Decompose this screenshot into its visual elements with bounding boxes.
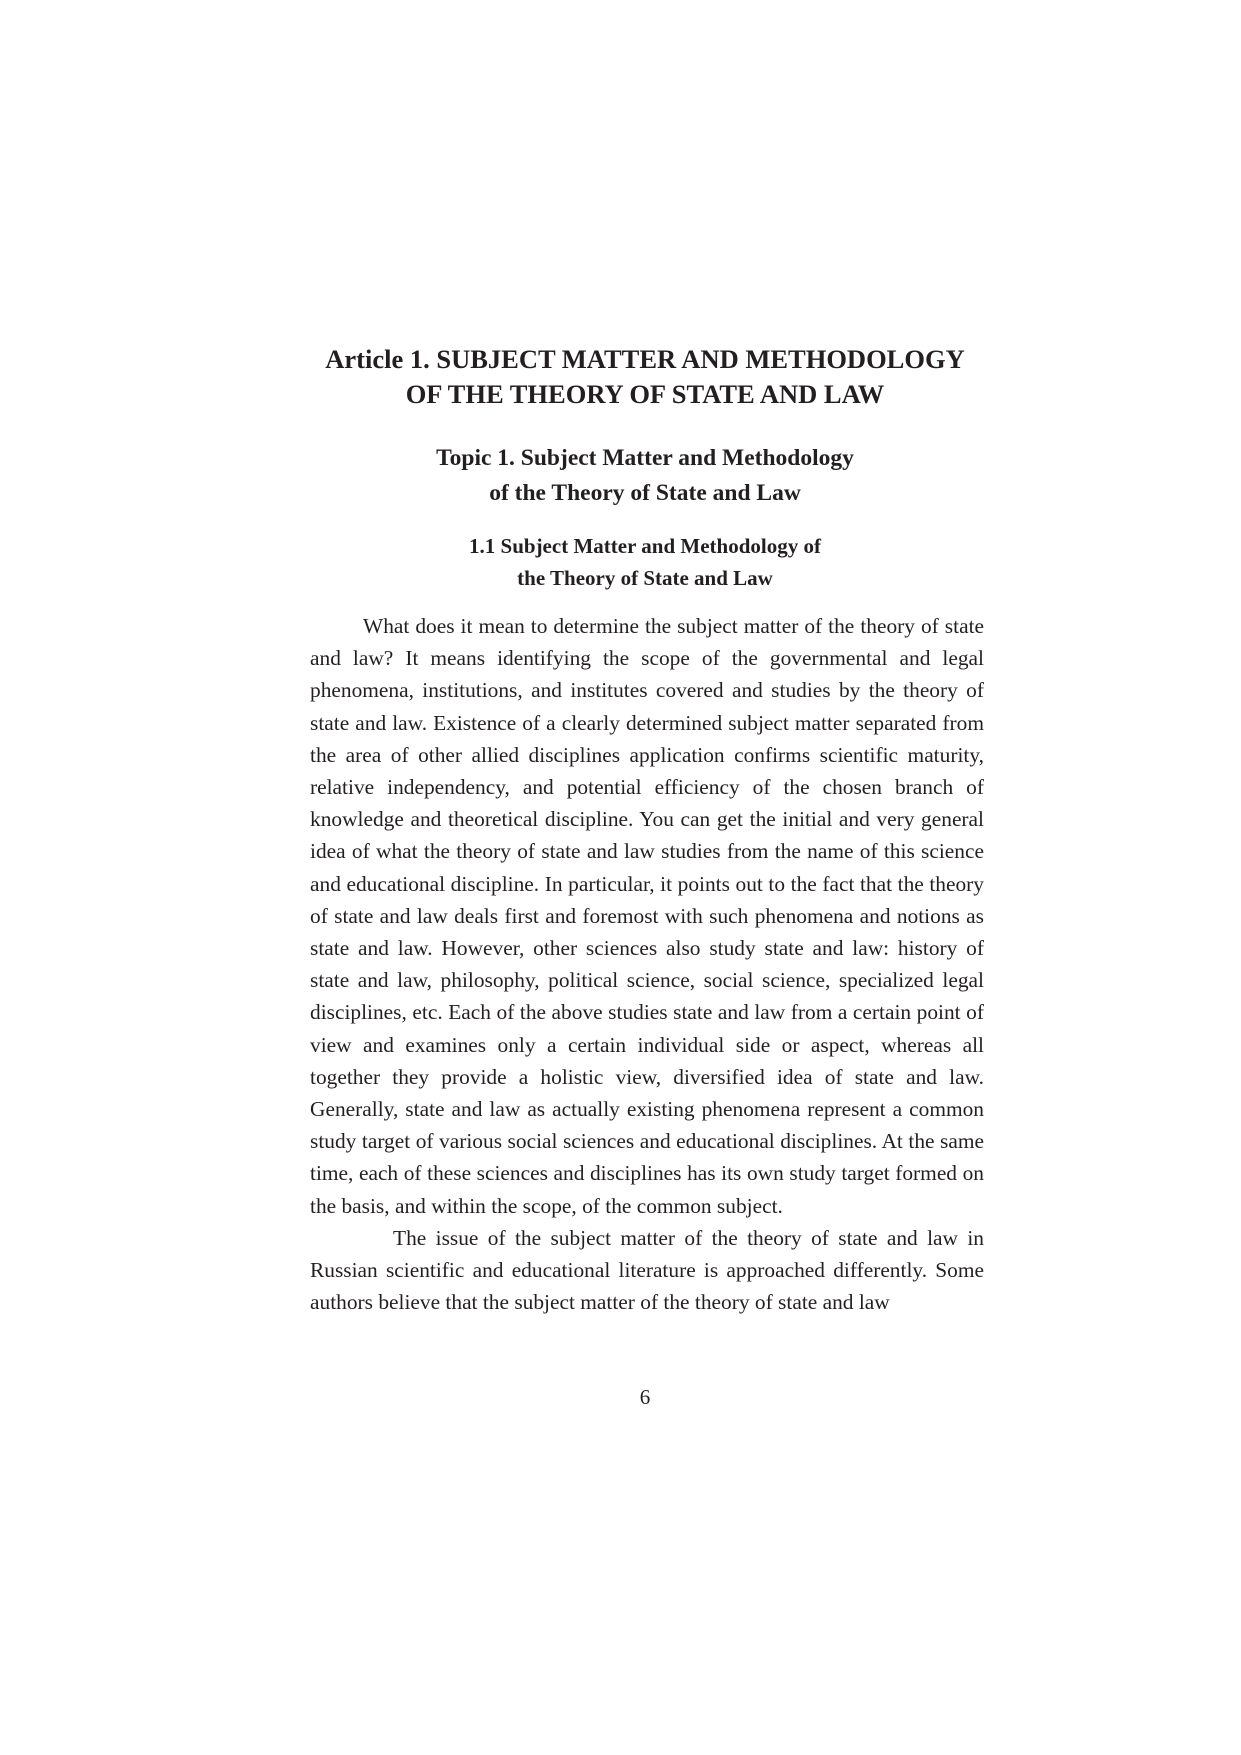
section-title-line-1: 1.1 Subject Matter and Methodology of — [469, 534, 821, 558]
paragraph-2: The issue of the subject matter of the theory of state and law in Russian scientific and educational literature is approached differently. Some authors believe that the subject matter of the theory of state and law — [310, 1225, 984, 1315]
article-title-line-1: Article 1. SUBJECT MATTER AND METHODOLOGY — [325, 344, 965, 374]
topic-title-line-2: of the Theory of State and Law — [489, 480, 801, 506]
article-title — [310, 342, 980, 412]
section-title-line-2: the Theory of State and Law — [517, 566, 773, 590]
article-title-line-2: OF THE THEORY OF STATE AND LAW — [405, 379, 885, 409]
topic-title — [310, 441, 980, 511]
topic-title-line-1: Topic 1. Subject Matter and Methodology — [436, 445, 854, 471]
paragraph-1: What does it mean to determine the subject matter of the theory of state and law? It means identifying the scope of the governmental and legal phenomena, institutions, and institutes covered and studies by the theory of state and law. Existence of a clearly determined subject matter separated from the area of other allied disciplines application confirms scientific maturity, relative independency, and potential efficiency of the chosen branch of knowledge and theoretical discipline. You can get the initial and very general idea of what the theory of state and law studies from the name of this science and educational discipline. In particular, it points out to the fact that the theory of state and law deals first and foremost with such phenomena and notions as state and law. However, other sciences also study state and law: history of state and law, philosophy, political science, social science, specialized legal disciplines, etc. Each of the above studies state and law from a certain point of view and examines only a certain individual side or aspect, whereas all together they provide a holistic view, diversified idea of state and law. Generally, state and law as actually existing phenomena represent a common study target of various social sciences and educational disciplines. At the same time, each of these sciences and disciplines has its own study target formed on the basis, and within the scope, of the common subject. — [310, 614, 984, 1218]
page-number: 6 — [639, 1385, 651, 1409]
section-title — [310, 530, 980, 594]
body-text — [310, 610, 984, 1318]
